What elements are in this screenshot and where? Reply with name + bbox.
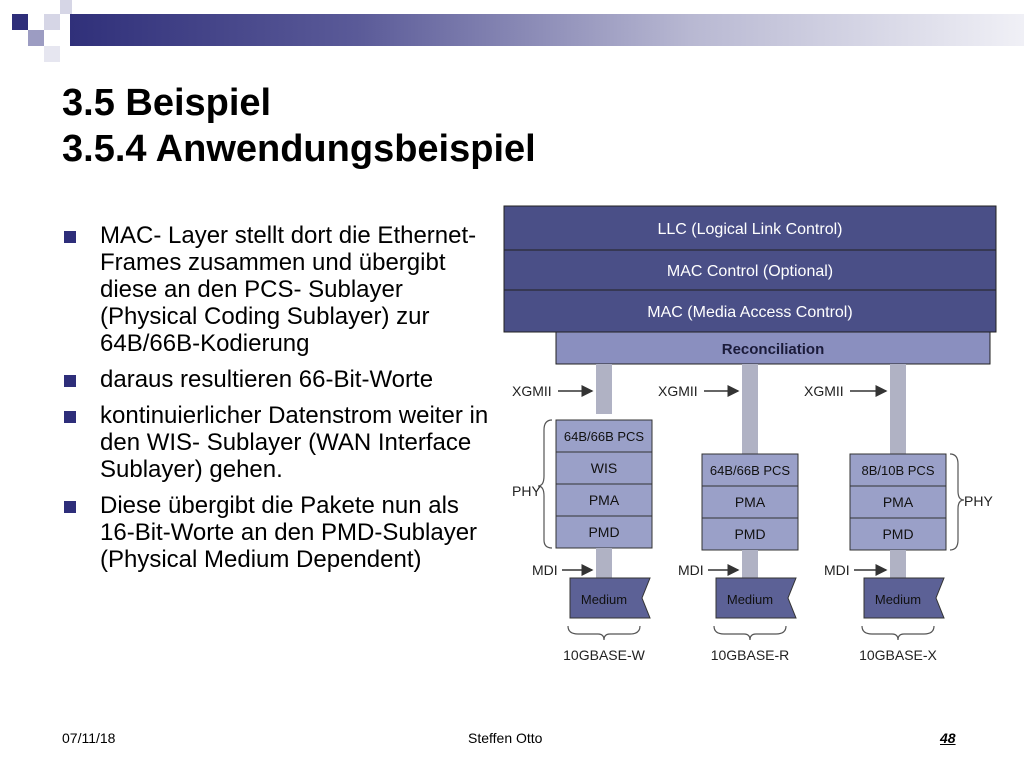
bullet-list	[62, 222, 492, 582]
corner-square-decor	[44, 46, 60, 62]
bullet-text: daraus resultieren 66-Bit-Worte	[100, 366, 434, 393]
corner-square-decor	[44, 14, 60, 30]
corner-square-decor	[28, 30, 44, 46]
corner-square-decor	[12, 14, 28, 30]
xgmii-connector	[742, 364, 758, 454]
mdi-label-3: MDI	[824, 562, 850, 578]
pma-r-label: PMA	[734, 494, 766, 510]
corner-square-decor	[60, 0, 72, 14]
xgmii-label-1: XGMII	[512, 383, 552, 399]
square-bullet-icon	[64, 231, 76, 243]
footer-author: Steffen Otto	[468, 730, 543, 746]
bullet-item	[62, 492, 492, 573]
square-bullet-icon	[64, 375, 76, 387]
reconciliation-layer	[556, 332, 990, 364]
slide-title	[62, 80, 536, 172]
square-bullet-icon	[64, 411, 76, 423]
xgmii-label-3: XGMII	[804, 383, 844, 399]
xgmii-connector	[596, 364, 612, 414]
medium-r-label: Medium	[726, 592, 774, 607]
pcs-w-label: 64B/66B PCS	[563, 429, 645, 444]
ethernet-layer-diagram	[498, 186, 1010, 676]
phy-label-left: PHY	[512, 483, 541, 499]
pma-w-label: PMA	[588, 492, 620, 508]
mdi-label-2: MDI	[678, 562, 704, 578]
mac-label: MAC (Media Access Control)	[647, 304, 853, 321]
title-line-2: 3.5.4 Anwendungsbeispiel	[62, 128, 536, 170]
column-10gbase-r	[702, 454, 798, 663]
10gbase-x-label: 10GBASE-X	[859, 647, 937, 663]
footer-page-number: 48	[940, 730, 956, 746]
column-10gbase-w	[556, 420, 652, 663]
square-bullet-icon	[64, 501, 76, 513]
medium-w-label: Medium	[580, 592, 628, 607]
bullet-item	[62, 366, 492, 393]
bullet-text: Diese übergibt die Pakete nun als 16-Bit-Worte an den PMD-Sublayer (Physical Medium Dependent)	[100, 492, 478, 573]
mac-control-layer	[504, 250, 996, 290]
phy-label-right: PHY	[964, 493, 993, 509]
llc-layer	[504, 206, 996, 250]
pmd-x-label: PMD	[882, 526, 914, 542]
pma-x-label: PMA	[882, 494, 914, 510]
header-gradient-bar	[70, 14, 1024, 46]
footer-date: 07/11/18	[62, 730, 116, 746]
phy-brace-right	[950, 454, 964, 550]
bullet-item	[62, 222, 492, 357]
column-10gbase-x	[850, 454, 946, 663]
medium-x-label: Medium	[874, 592, 922, 607]
pmd-w-label: PMD	[588, 524, 620, 540]
10gbase-w-label: 10GBASE-W	[563, 647, 645, 663]
xgmii-connector	[890, 364, 906, 454]
pcs-x-label: 8B/10B PCS	[861, 463, 935, 478]
bullet-text: MAC- Layer stellt dort die Ethernet- Frames zusammen und übergibt diese an den PCS- Sublayer (Physical Coding Sublayer) zur 64B/66B-Kodierung	[100, 222, 477, 357]
pcs-r-label: 64B/66B PCS	[709, 463, 791, 478]
mdi-label-1: MDI	[532, 562, 558, 578]
mac-layer	[504, 290, 996, 332]
mac-control-label: MAC Control (Optional)	[666, 263, 834, 280]
reconciliation-label: Reconciliation	[721, 341, 825, 358]
llc-label: LLC (Logical Link Control)	[657, 221, 843, 238]
pmd-r-label: PMD	[734, 526, 766, 542]
xgmii-label-2: XGMII	[658, 383, 698, 399]
wis-label: WIS	[590, 460, 618, 476]
10gbase-r-label: 10GBASE-R	[710, 647, 790, 663]
title-line-1: 3.5 Beispiel	[62, 82, 272, 124]
bullet-item	[62, 402, 492, 483]
bullet-text: kontinuierlicher Datenstrom weiter in den WIS- Sublayer (WAN Interface Sublayer) gehen.	[100, 402, 489, 483]
